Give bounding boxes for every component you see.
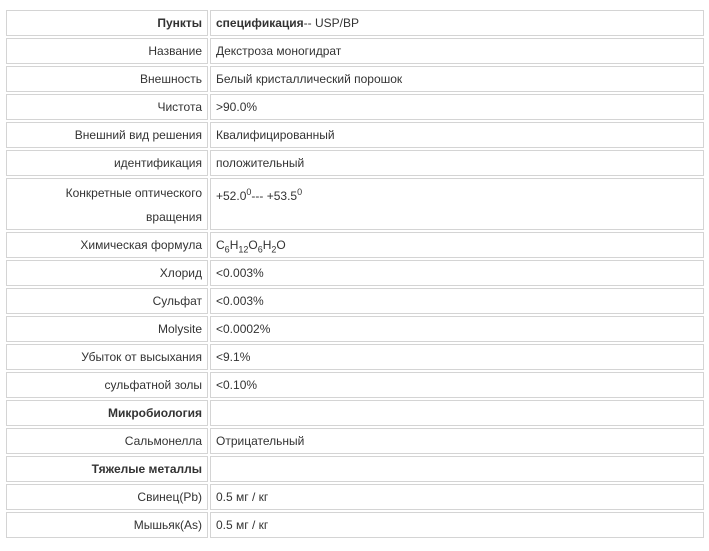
section-heading-row-microbiology	[6, 400, 704, 426]
row-name: Внешний вид решения	[6, 122, 208, 148]
section-heading: Тяжелые металлы	[6, 456, 208, 482]
formula-subscript: 2	[271, 244, 277, 255]
row-name: Чистота	[6, 94, 208, 120]
row-name: Мышьяк(As)	[6, 512, 208, 538]
table-row	[6, 484, 704, 510]
row-value: <9.1%	[210, 344, 704, 370]
row-name: Хлорид	[6, 260, 208, 286]
table-row	[6, 344, 704, 370]
row-name: Химическая формула	[6, 232, 208, 258]
row-name: Внешность	[6, 66, 208, 92]
row-name: идентификация	[6, 150, 208, 176]
row-name: Сальмонелла	[6, 428, 208, 454]
section-heading: Микробиология	[6, 400, 208, 426]
optical-rotation-value	[210, 178, 704, 230]
table-row	[6, 150, 704, 176]
row-value: Декстроза моногидрат	[210, 38, 704, 64]
table-row-chemical-formula	[6, 232, 704, 258]
rotation-separator: ---	[251, 189, 267, 203]
table-row	[6, 512, 704, 538]
row-name: Molysite	[6, 316, 208, 342]
row-value: 0.5 мг / кг	[210, 484, 704, 510]
row-value: <0.003%	[210, 288, 704, 314]
row-value: Отрицательный	[210, 428, 704, 454]
row-value: >90.0%	[210, 94, 704, 120]
table-row	[6, 66, 704, 92]
row-name: Название	[6, 38, 208, 64]
table-row	[6, 38, 704, 64]
rotation-to-degree: 0	[297, 187, 303, 197]
header-spec-label: спецификация	[216, 16, 304, 30]
rotation-to: +53.5	[266, 189, 298, 203]
rotation-from-degree: 0	[246, 187, 252, 197]
row-value: <0.0002%	[210, 316, 704, 342]
row-name: Конкретные оптического вращения	[6, 178, 208, 230]
row-value: <0.003%	[210, 260, 704, 286]
table-row	[6, 372, 704, 398]
formula-part: H	[262, 238, 272, 252]
header-spec-standard: -- USP/BP	[303, 16, 360, 30]
header-items-cell: Пункты	[6, 10, 208, 36]
table-row	[6, 316, 704, 342]
section-heading-row-heavy-metals	[6, 456, 704, 482]
formula-part: O	[276, 238, 286, 252]
row-name: сульфатной золы	[6, 372, 208, 398]
formula-subscript: 6	[257, 244, 263, 255]
formula-part: O	[248, 238, 258, 252]
formula-part: H	[229, 238, 239, 252]
table-row	[6, 428, 704, 454]
row-value: Квалифицированный	[210, 122, 704, 148]
row-value: Белый кристаллический порошок	[210, 66, 704, 92]
table-row	[6, 260, 704, 286]
empty-cell	[210, 400, 704, 426]
specification-table	[4, 8, 706, 540]
table-row	[6, 288, 704, 314]
table-row	[6, 94, 704, 120]
formula-subscript: 6	[224, 244, 230, 255]
formula-subscript: 12	[238, 244, 249, 255]
table-row-optical-rotation	[6, 178, 704, 230]
row-value: положительный	[210, 150, 704, 176]
formula-part: C	[216, 238, 225, 252]
header-spec-cell	[210, 10, 704, 36]
row-value: 0.5 мг / кг	[210, 512, 704, 538]
row-value: <0.10%	[210, 372, 704, 398]
chemical-formula-value	[210, 232, 704, 258]
row-name: Убыток от высыхания	[6, 344, 208, 370]
row-name: Сульфат	[6, 288, 208, 314]
table-row	[6, 122, 704, 148]
rotation-from: +52.0	[216, 189, 247, 203]
row-name: Свинец(Pb)	[6, 484, 208, 510]
empty-cell	[210, 456, 704, 482]
table-header-row	[6, 10, 704, 36]
